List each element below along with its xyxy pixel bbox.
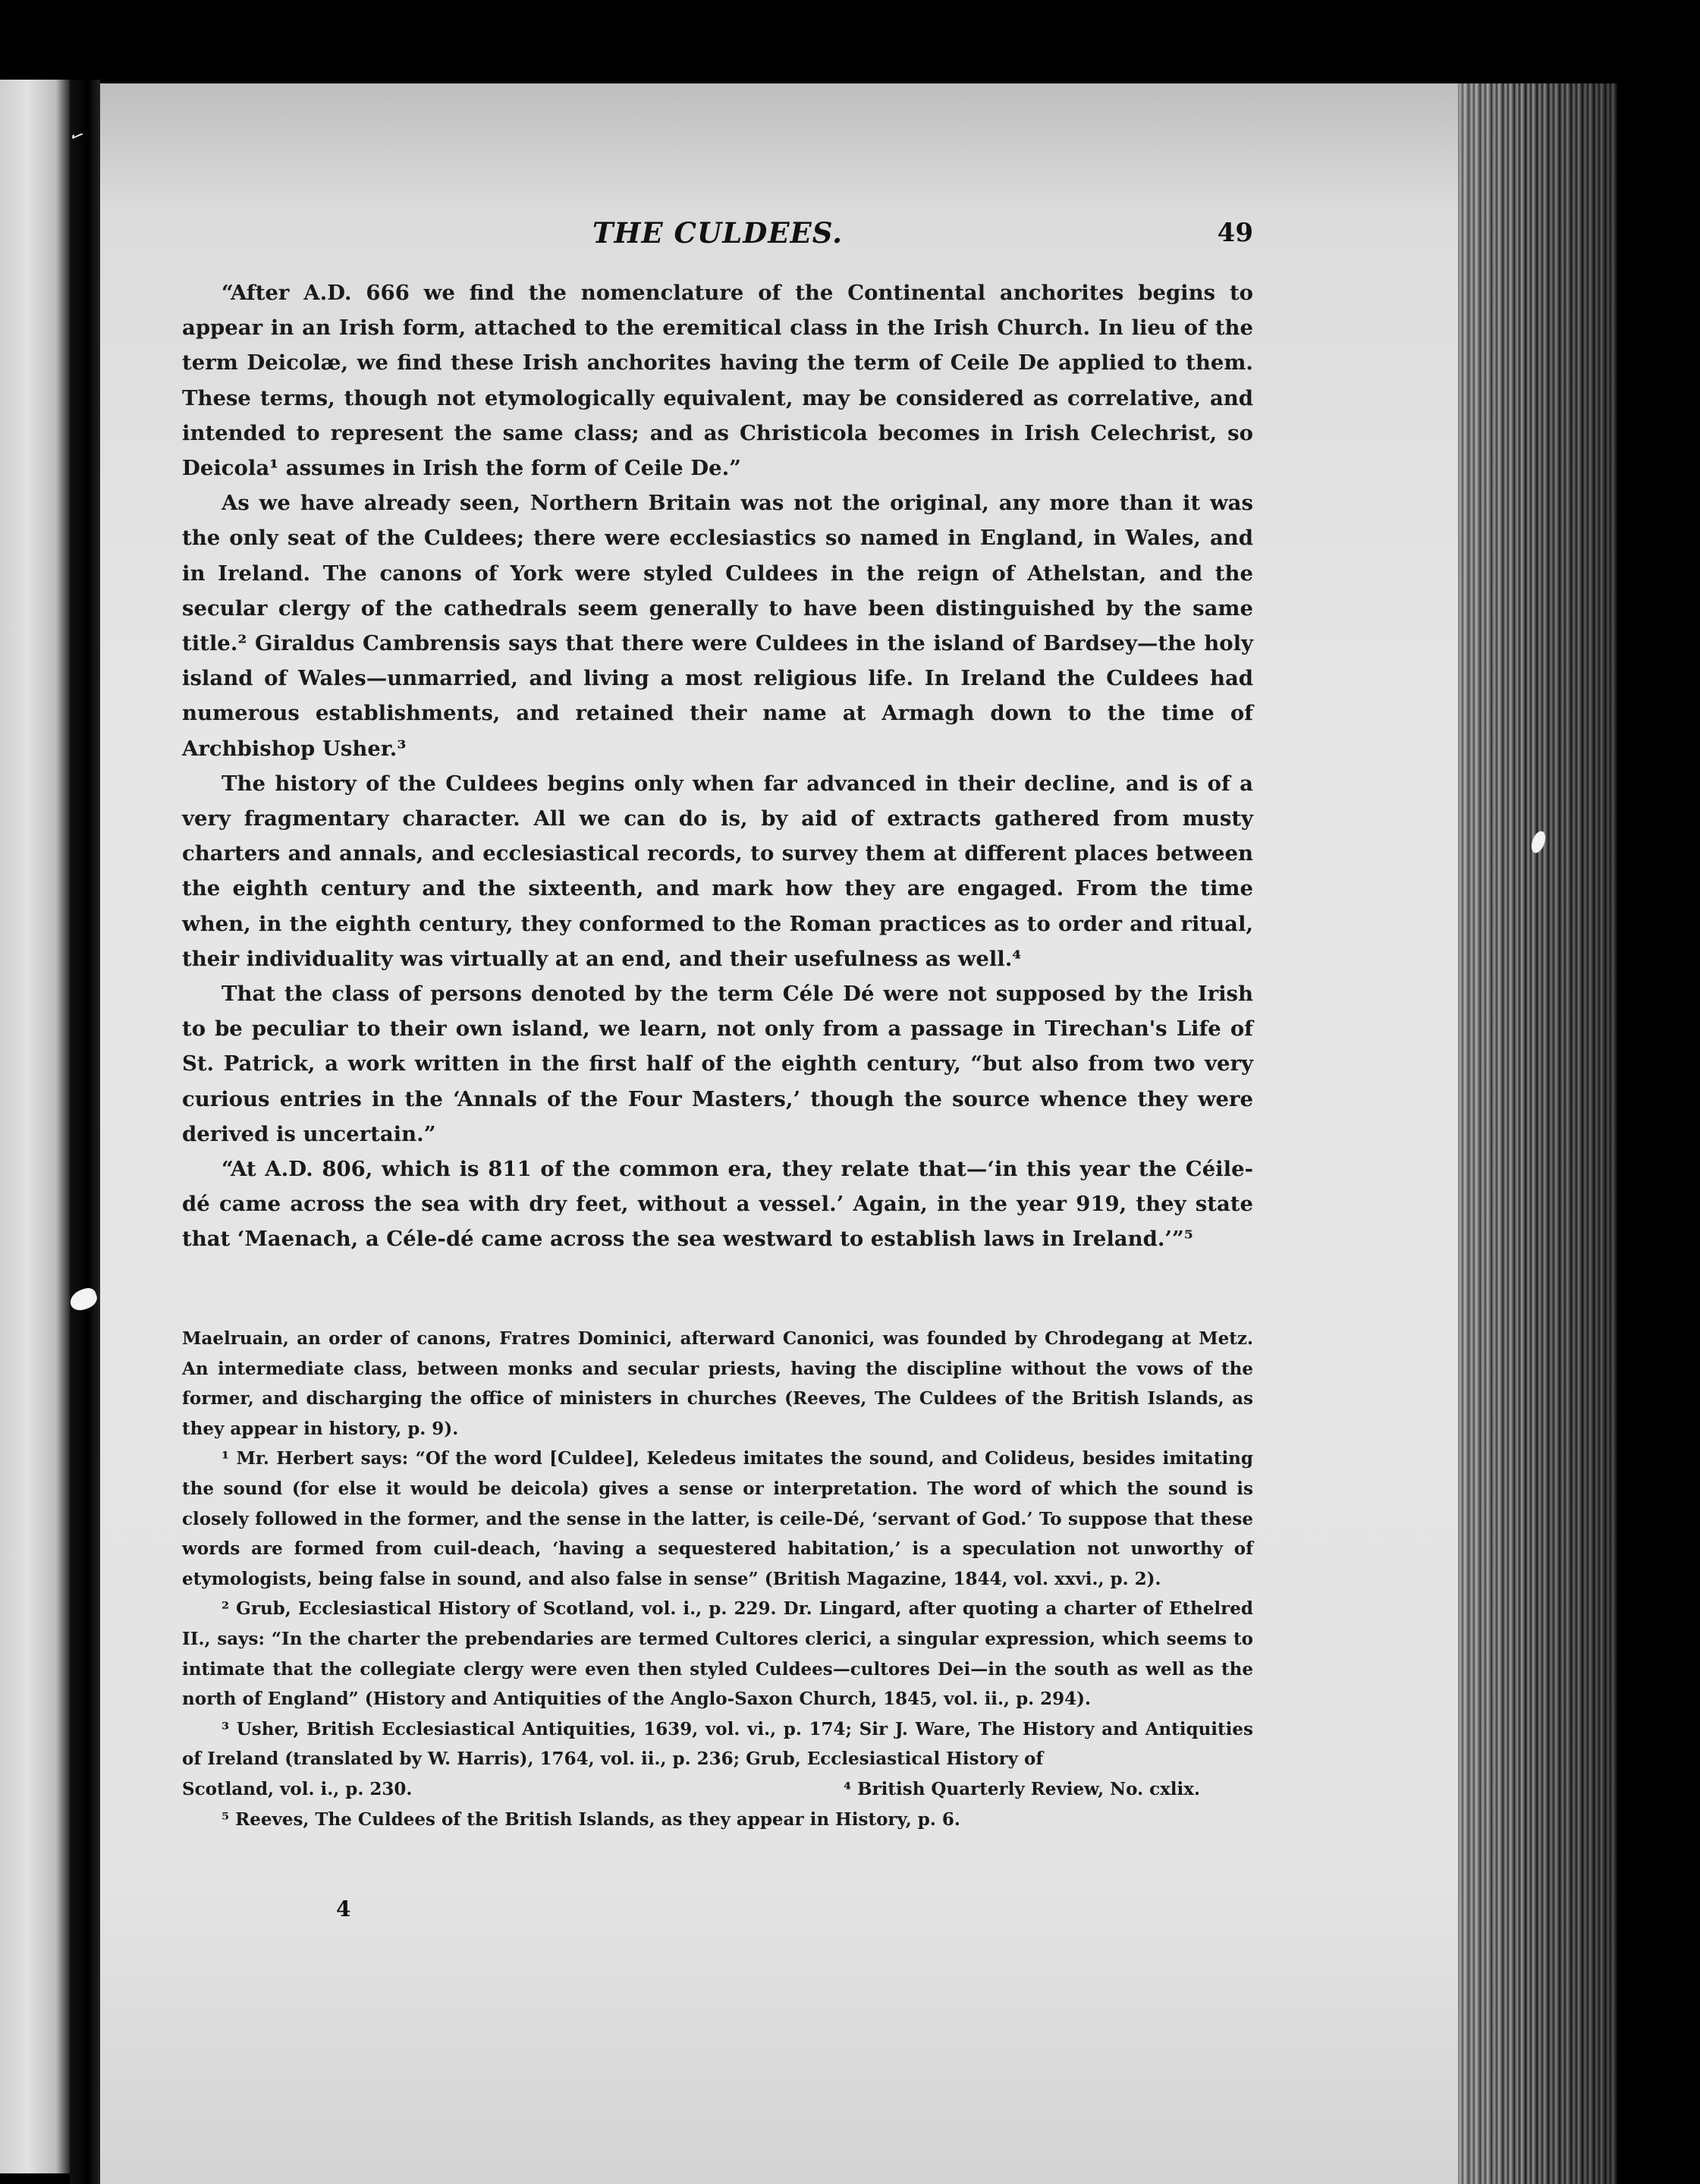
signature-mark: 4 <box>336 1896 351 1922</box>
paragraph: That the class of persons denoted by the term Céle Dé were not supposed by the Irish to be peculiar to their own island, we learn, not only from a passage in Tirechan's Life of St. Patrick, a work written in the first half of the eighth century, “but also from two very curious entries in the ‘Annals of the Four Masters,’ though the source whence they were derived is uncertain.” <box>182 982 1253 1146</box>
paragraph: As we have already seen, Northern Britain was not the original, any more than it was the only seat of the Culdees; there were ecclesiastics so named in England, in Wales, and in Ireland. The canons of York were styled Culdees in the reign of Athelstan, and the secular clergy of the cathedrals seem generally to have been distinguished by the same title.² Giraldus Cambrensis says that there were Culdees in the island of Bardsey—the holy island of Wales—unmarried, and living a most religious life. In Ireland the Culdees had numerous establishments, and retained their name at Armagh down to the time of Archbishop Usher.³ <box>182 491 1253 761</box>
running-title: THE CULDEES. <box>592 216 844 250</box>
footnote-4: ⁴ British Quarterly Review, No. cxlix. <box>844 1778 1200 1799</box>
book-gutter <box>70 80 100 2184</box>
footnote-carryover: Maelruain, an order of canons, Fratres Dominici, afterward Canonici, was founded by Chrodegang at Metz. An intermediate class, between monks and secular priests, having the discipline without the vows of the former, and discharging the office of ministers in churches (Reeves, The Culdees of the British Islands, as they appear in history, p. 9). <box>182 1328 1253 1439</box>
facing-page-edge <box>0 80 70 2173</box>
footnotes <box>182 1324 1253 1834</box>
footnote-1: ¹ Mr. Herbert says: “Of the word [Culdee], Keledeus imitates the sound, and Colideus, besides imitating the sound (for else it would be deicola) gives a sense or interpretation. The word of which the sound is closely followed in the former, and the sense in the latter, is ceile-Dé, ‘servant of God.’ To suppose that these words are formed from cuil-deach, ‘having a sequestered habitation,’ is a speculation not unworthy of etymologists, being false in sound, and also false in sense” (British Magazine, 1844, vol. xxvi., p. 2). <box>182 1448 1253 1589</box>
footnote-3-end: Scotland, vol. i., p. 230. <box>182 1778 413 1799</box>
paragraph: “At A.D. 806, which is 811 of the common era, they relate that—‘in this year the Céile-dé came across the sea with dry feet, without a vessel.’ Again, in the year 919, they state that ‘Maenach, a Céle-dé came across the sea westward to establish laws in Ireland.’”⁵ <box>182 1157 1253 1252</box>
paragraph: The history of the Culdees begins only when far advanced in their decline, and is of a very fragmentary character. All we can do is, by aid of extracts gathered from musty charters and annals, and ecclesiastical records, to survey them at different places between the eighth century and the sixteenth, and mark how they are engaged. From the time when, in the eighth century, they conformed to the Roman practices as to order and ritual, their individuality was virtually at an end, and their usefulness as well.⁴ <box>182 771 1253 971</box>
footnote-3: ³ Usher, British Ecclesiastical Antiquities, 1639, vol. vi., p. 174; Sir J. Ware, The History and Antiquities of Ireland (translated by W. Harris), 1764, vol. ii., p. 236; Grub, Ecclesiastical History of <box>182 1718 1253 1770</box>
page-number: 49 <box>1217 218 1253 248</box>
main-text <box>182 275 1253 1257</box>
footnote-5: ⁵ Reeves, The Culdees of the British Islands, as they appear in History, p. 6. <box>222 1808 960 1830</box>
footnote-3-4-line <box>182 1774 1253 1805</box>
footnote-2: ² Grub, Ecclesiastical History of Scotland, vol. i., p. 229. Dr. Lingard, after quoting a charter of Ethelred II., says: “In the charter the prebendaries are termed Cultores clerici, a singular expression, which seems to intimate that the collegiate clergy were even then styled Culdees—cultores Dei—in the south as well as the north of England” (History and Antiquities of the Anglo-Saxon Church, 1845, vol. ii., p. 294). <box>182 1598 1253 1710</box>
scan-background <box>1617 0 1700 2184</box>
scan-mark: ✓ <box>65 125 88 149</box>
page-block-shade <box>1458 83 1617 2184</box>
running-head <box>182 216 1253 254</box>
paragraph: “After A.D. 666 we find the nomenclature of the Continental anchorites begins to appear in an Irish form, attached to the eremitical class in the Irish Church. In lieu of the term Deicolæ, we find these Irish anchorites having the term of Ceile De applied to them. These terms, though not etymologically equivalent, may be considered as correlative, and intended to represent the same class; and as Christicola becomes in Irish Celechrist, so Deicola¹ assumes in Irish the form of Ceile De.” <box>182 281 1253 481</box>
